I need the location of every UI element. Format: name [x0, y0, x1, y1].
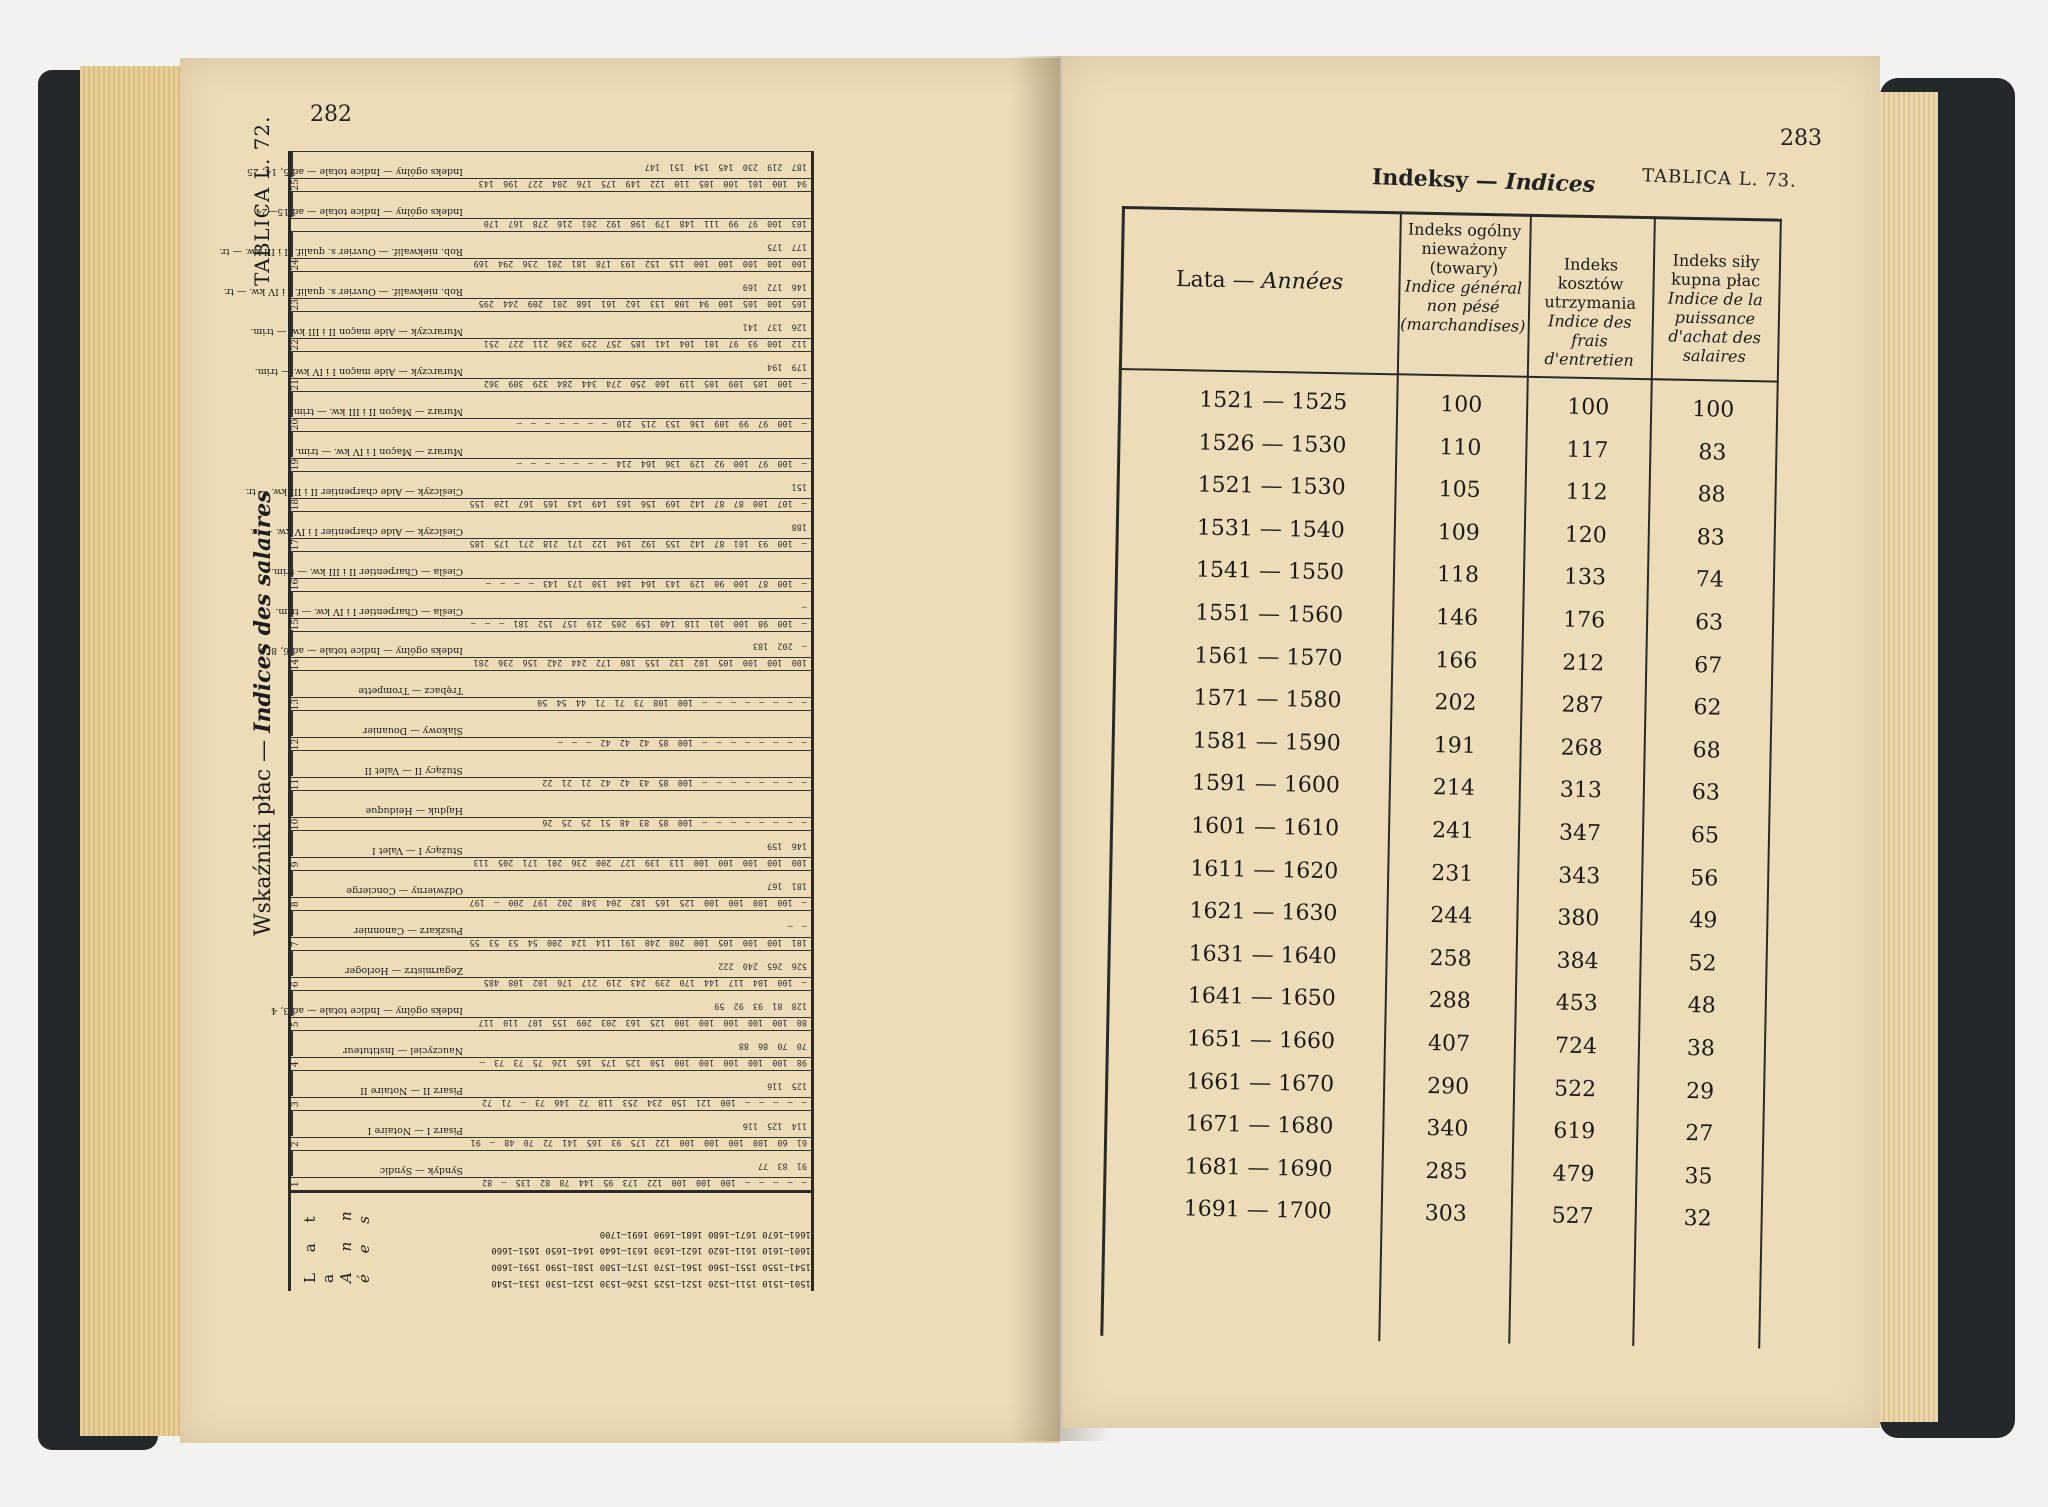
column-header: Odźwierny — Concierge [291, 870, 463, 896]
wage-column [250, 311, 811, 351]
column-header: Hajduk — Heiduque [291, 790, 463, 816]
right-table-label: TABLICA L. 73. [1641, 165, 1798, 192]
row-purchasing-power-index: 52 [1688, 950, 1717, 977]
row-purchasing-power-index: 100 [1691, 396, 1735, 423]
header-purchasing-power [1653, 250, 1777, 366]
wage-column [291, 1110, 811, 1150]
row-general-index: 105 [1438, 477, 1481, 504]
header-general-main: Indeks ogólny nieważony (towary) [1407, 219, 1522, 279]
column-number: 24 [291, 258, 811, 271]
left-table-label: TABLICA L. 72. [250, 115, 274, 286]
column-number: 23 [291, 298, 811, 311]
row-living-cost-index: 287 [1561, 692, 1604, 719]
row-purchasing-power-index: 29 [1685, 1078, 1715, 1105]
wage-column [291, 910, 811, 950]
column-values: 100 100 100 100 100 115 152 193 178 181 201 236 294 169 177 175 [473, 241, 807, 268]
row-years: 1641 — 1650 [1187, 983, 1337, 1012]
row-living-cost-index: 100 [1566, 394, 1610, 421]
header-living-italic: Indice des frais d'entretien [1544, 311, 1634, 370]
row-general-index: 290 [1426, 1073, 1470, 1100]
column-values: 94 100 101 100 105 110 122 149 175 176 204 227 196 143 187 219 230 145 154 151 147 [478, 161, 807, 188]
row-years: 1561 — 1570 [1194, 643, 1343, 671]
column-number: 4 [291, 1057, 811, 1070]
column-number: 17 [291, 538, 811, 551]
wage-column [291, 710, 811, 750]
column-values: — 100 100 100 100 125 165 182 204 348 202 197 200 — 197 181 167 [469, 880, 807, 908]
column-values: — 107 100 87 87 142 169 156 163 149 143 165 167 120 155 151 [469, 481, 807, 508]
header-years-main: Lata — [1175, 267, 1255, 294]
column-number: 11 [291, 777, 811, 790]
table-top-rule [1122, 206, 1782, 222]
column-values: — — — — — 100 121 150 234 253 118 72 146 73 — 71 72 125 116 [482, 1080, 807, 1108]
column-values: — — — — — — — — 100 85 42 42 42 — — — [557, 737, 807, 748]
row-living-cost-index: 176 [1562, 607, 1606, 634]
column-header: Indeks ogólny — Indice totale — ad 15—24 [291, 191, 463, 217]
left-title-italic: Indices des salaires [250, 490, 276, 733]
row-years: 1551 — 1560 [1194, 600, 1344, 629]
row-general-index: 110 [1439, 434, 1482, 461]
lata-header-pl: L a t a [301, 1208, 337, 1283]
column-header: Cieśla — Charpentier II i III kw. — trim. [291, 551, 463, 577]
column-values: 101 100 100 105 100 208 240 191 114 124 200 54 53 53 55 — — [469, 920, 807, 948]
left-title-main: Wskaźniki płac — [251, 739, 276, 936]
wage-column [259, 631, 811, 671]
column-number: 19 [291, 458, 811, 471]
column-number: 21 [291, 378, 811, 391]
column-values: 80 100 100 100 100 100 125 163 203 209 155 107 110 117 128 81 93 92 59 [478, 1000, 807, 1028]
lata-year-list: 1501—1510 1511—1520 1521—1525 1526—1530 1521—1530 1531—1540 1541—1550 1551—1560 1561—1570 1571—1580 1581—1590 1591—1600 1601—1610 1611—1620 1621—1630 1631—1640 1641—1650 1651—1660 1661—1670 1671—1680 1681—1690 1691—1700 [491, 1228, 811, 1288]
row-general-index: 166 [1435, 647, 1478, 674]
wage-column [246, 151, 811, 191]
lata-header [301, 1193, 373, 1283]
row-purchasing-power-index: 49 [1689, 908, 1718, 934]
wage-column [291, 750, 811, 790]
column-header: Nauczyciel — Instituteur [291, 1030, 463, 1056]
column-header: Puszkarz — Canonnier [291, 910, 463, 936]
wage-column [223, 271, 811, 311]
column-header: Murarczyk — Aide maçon I i IV kw. — trim. [291, 351, 463, 377]
column-values: — 100 97 100 92 129 136 164 214 — — — — — — — [516, 457, 807, 468]
column-header: Cieśla — Charpentier I i IV kw. — trim. [291, 591, 463, 617]
row-years: 1521 — 1530 [1197, 472, 1346, 501]
wage-column [219, 231, 811, 271]
right-heading-main: Indeksy — [1371, 164, 1499, 195]
column-header: Murarz — Maçon I i IV kw. — trim. [291, 431, 463, 457]
header-general-index [1400, 219, 1528, 335]
row-living-cost-index: 527 [1551, 1203, 1594, 1230]
row-purchasing-power-index: 74 [1695, 567, 1725, 593]
column-number: 1 [291, 1177, 811, 1190]
row-general-index: 258 [1429, 945, 1472, 972]
column-number: 9 [291, 857, 811, 870]
row-purchasing-power-index: 63 [1691, 780, 1721, 806]
row-years: 1541 — 1550 [1195, 557, 1345, 586]
row-general-index: 288 [1428, 988, 1472, 1015]
row-years: 1601 — 1610 [1190, 813, 1340, 842]
row-purchasing-power-index: 63 [1694, 610, 1724, 636]
row-living-cost-index: 479 [1552, 1161, 1595, 1187]
row-years: 1581 — 1590 [1192, 728, 1341, 757]
row-years: 1521 — 1525 [1199, 387, 1348, 416]
column-header: Pisarz II — Notaire II [291, 1070, 463, 1096]
row-living-cost-index: 453 [1555, 990, 1599, 1017]
row-living-cost-index: 133 [1563, 564, 1607, 591]
row-purchasing-power-index: 56 [1689, 865, 1719, 892]
column-header: Indeks ogólny — Indice totale — ad 3, 4 [291, 990, 463, 1016]
column-values: — 100 105 109 105 119 160 250 274 344 284 329 309 362 179 194 [483, 361, 807, 388]
column-header: Pisarz I — Notaire I [291, 1110, 463, 1136]
header-general-italic: Indice général non pésé (marchandises) [1399, 276, 1526, 336]
row-general-index: 407 [1427, 1030, 1471, 1057]
column-values: 100 100 100 105 102 132 155 180 172 244 242 156 236 281 — 202 183 [473, 641, 807, 668]
row-years: 1621 — 1630 [1189, 898, 1338, 927]
column-number: 16 [291, 578, 811, 591]
lata-column [291, 1190, 811, 1291]
wage-column [291, 790, 811, 830]
row-general-index: 100 [1440, 392, 1483, 418]
row-general-index: 303 [1424, 1201, 1467, 1228]
row-purchasing-power-index: 83 [1696, 524, 1725, 551]
wage-column [291, 391, 811, 431]
column-values: 112 100 93 97 101 104 141 185 257 229 236 211 227 251 126 137 141 [483, 321, 807, 348]
row-living-cost-index: 112 [1565, 479, 1608, 506]
row-years: 1671 — 1680 [1185, 1111, 1334, 1140]
row-years: 1591 — 1600 [1191, 770, 1341, 799]
row-general-index: 231 [1431, 860, 1474, 887]
column-number: 25 [291, 178, 811, 191]
row-living-cost-index: 313 [1559, 777, 1603, 804]
row-general-index: 285 [1425, 1158, 1468, 1185]
column-number: 18 [291, 498, 811, 511]
table-header-rule [1119, 368, 1779, 383]
column-number: 6 [291, 977, 811, 990]
row-years: 1526 — 1530 [1198, 430, 1347, 458]
row-years: 1571 — 1580 [1193, 685, 1342, 714]
row-purchasing-power-index: 67 [1694, 652, 1723, 679]
column-values: 61 60 100 100 100 100 122 175 93 165 141 72 70 48 — 91 114 125 116 [470, 1120, 807, 1148]
header-living-cost [1529, 254, 1651, 370]
wage-column [291, 1070, 811, 1110]
row-purchasing-power-index: 27 [1685, 1121, 1714, 1147]
row-general-index: 214 [1432, 775, 1476, 802]
column-number: 20 [291, 418, 811, 431]
wage-column [291, 431, 811, 471]
row-general-index: 241 [1431, 818, 1475, 844]
row-purchasing-power-index: 35 [1684, 1163, 1713, 1190]
column-values: 105 100 105 100 94 108 133 162 161 168 201 209 244 295 146 172 169 [478, 281, 807, 308]
row-years: 1681 — 1690 [1184, 1154, 1333, 1182]
header-years [1120, 266, 1398, 297]
column-values: — 100 93 101 87 142 155 192 194 122 171 218 271 175 185 188 [469, 521, 807, 548]
row-general-index: 109 [1437, 519, 1481, 546]
column-header: Zegarmistrz — Horloger [291, 950, 463, 976]
row-years: 1661 — 1670 [1185, 1068, 1335, 1097]
row-general-index: 244 [1430, 903, 1473, 929]
header-purchasing-main: Indeks siły kupna płac [1670, 250, 1761, 291]
row-purchasing-power-index: 32 [1683, 1206, 1712, 1232]
row-living-cost-index: 120 [1564, 522, 1608, 549]
column-header: Syndyk — Syndic [291, 1150, 463, 1176]
row-living-cost-index: 384 [1556, 948, 1599, 975]
row-living-cost-index: 380 [1557, 905, 1600, 932]
column-number: 7 [291, 937, 811, 950]
column-values: — 100 98 100 101 118 140 159 205 219 157 152 181 — — — — [470, 601, 807, 628]
left-page [180, 58, 1060, 1443]
lata-header-fr: A n n é e s [337, 1203, 373, 1283]
column-number: 22 [291, 338, 811, 351]
row-purchasing-power-index: 48 [1687, 993, 1716, 1019]
table-rows [1102, 386, 1778, 1250]
column-values: — — — — — — — — 100 85 43 42 42 21 21 22 [542, 777, 807, 788]
column-values: 103 100 97 99 111 148 179 198 192 201 216 278 167 170 [483, 217, 807, 228]
column-number: 5 [291, 1017, 811, 1030]
row-general-index: 146 [1435, 605, 1479, 631]
column-header: Ślakowy — Douanier [291, 710, 463, 736]
column-number: 13 [291, 697, 811, 710]
wage-column [291, 1030, 811, 1070]
row-general-index: 340 [1426, 1116, 1469, 1142]
row-purchasing-power-index: 88 [1697, 482, 1726, 508]
wage-column [245, 471, 811, 511]
row-general-index: 118 [1436, 562, 1480, 589]
wage-column [270, 551, 811, 591]
row-general-index: 202 [1434, 690, 1477, 717]
header-living-main: Indeks kosztów utrzymania [1544, 254, 1637, 313]
column-values: — — — — — — — — 100 108 73 71 71 44 54 50 [537, 697, 807, 708]
left-rotated-content [219, 115, 950, 1296]
row-living-cost-index: 347 [1558, 820, 1602, 847]
column-number: 10 [291, 817, 811, 830]
column-header: Indeks ogólny — Indice totale — ad 5, 14, 25 [291, 151, 463, 177]
row-living-cost-index: 724 [1554, 1033, 1598, 1060]
column-header: Stużący I — Valet I [291, 830, 463, 856]
column-values: — — — — — 100 100 100 122 173 95 144 78 82 135 — 82 91 83 77 [482, 1160, 807, 1188]
row-living-cost-index: 268 [1560, 735, 1603, 762]
right-heading-italic: Indices [1504, 168, 1596, 198]
column-number: 2 [291, 1137, 811, 1150]
row-years: 1691 — 1700 [1183, 1196, 1332, 1225]
column-header: Trębacz — Trompette [291, 670, 463, 696]
column-header: Cieślczyk — Aide charpentier I i IV kw. — tr. [291, 511, 463, 537]
column-header: Murarz — Maçon II i III kw. — trim. [291, 391, 463, 417]
column-header: Murarczyk — Aide maçon II i III kw. — trim. [291, 311, 463, 337]
column-number: 3 [291, 1097, 811, 1110]
row-living-cost-index: 117 [1566, 437, 1609, 463]
column-header: Stużący II — Valet II [291, 750, 463, 776]
row-years: 1651 — 1660 [1186, 1026, 1336, 1055]
row-living-cost-index: 212 [1562, 650, 1605, 676]
right-page-number: 283 [1780, 126, 1822, 151]
row-living-cost-index: 522 [1553, 1075, 1597, 1102]
column-values: 98 100 100 100 100 100 150 125 175 165 126 75 73 73 — 70 70 86 88 [479, 1040, 807, 1068]
row-purchasing-power-index: 83 [1698, 439, 1727, 466]
right-heading [1372, 164, 1596, 198]
row-years: 1611 — 1620 [1190, 855, 1339, 884]
header-purchasing-italic: Indice de la puissance d'achat des salaires [1667, 288, 1763, 366]
wage-column [291, 830, 811, 870]
left-page-number: 282 [310, 102, 352, 127]
column-values: — 100 104 117 144 170 239 243 219 217 176 102 108 485 526 265 240 222 [483, 960, 807, 988]
column-header: Indeks ogólny — Indice totale — ad 6, 8, 9 [291, 630, 463, 656]
wage-column [291, 1150, 811, 1190]
left-table-title [250, 490, 276, 936]
column-number: 12 [291, 737, 811, 750]
row-purchasing-power-index: 65 [1690, 822, 1720, 849]
column-values: — 100 87 100 90 129 143 164 184 130 173 143 — — — — [486, 577, 807, 588]
wage-column [255, 191, 811, 231]
row-purchasing-power-index: 68 [1692, 737, 1721, 764]
wage-column [254, 351, 811, 391]
wage-column [271, 990, 811, 1030]
right-page [1062, 56, 1880, 1428]
header-years-italic: Années [1261, 268, 1344, 296]
column-header: Cieślczyk — Aide charpentier II i III kw. — tr. [291, 471, 463, 497]
wage-column [249, 511, 811, 551]
row-purchasing-power-index: 38 [1686, 1035, 1716, 1062]
wage-column [291, 870, 811, 910]
column-values: — 100 97 99 109 136 153 215 210 — — — — — — — [516, 417, 807, 428]
row-years: 1631 — 1640 [1188, 941, 1337, 969]
wage-column [291, 950, 811, 990]
column-header: Rob. niekwalif. — Ouvrier s. qualif. II i III kw. — tr. [291, 231, 463, 257]
column-values: 100 100 100 100 100 113 139 127 200 236 201 171 205 113 146 159 [473, 840, 807, 868]
row-living-cost-index: 619 [1553, 1118, 1596, 1145]
column-number: 14 [291, 657, 811, 670]
indices-table [1100, 206, 1802, 1349]
row-purchasing-power-index: 62 [1693, 695, 1722, 721]
column-values: — — — — — — — — 100 85 83 48 51 25 25 26 [542, 817, 807, 828]
wage-column [291, 670, 811, 710]
column-number: 8 [291, 897, 811, 910]
row-years: 1531 — 1540 [1196, 515, 1346, 544]
wage-column [275, 591, 811, 631]
row-living-cost-index: 343 [1557, 863, 1601, 889]
row-general-index: 191 [1433, 732, 1476, 759]
column-header: Rob. niekwalif. — Ouvrier s. qualif. I i IV kw. — tr. [291, 271, 463, 297]
column-number: 15 [291, 618, 811, 631]
